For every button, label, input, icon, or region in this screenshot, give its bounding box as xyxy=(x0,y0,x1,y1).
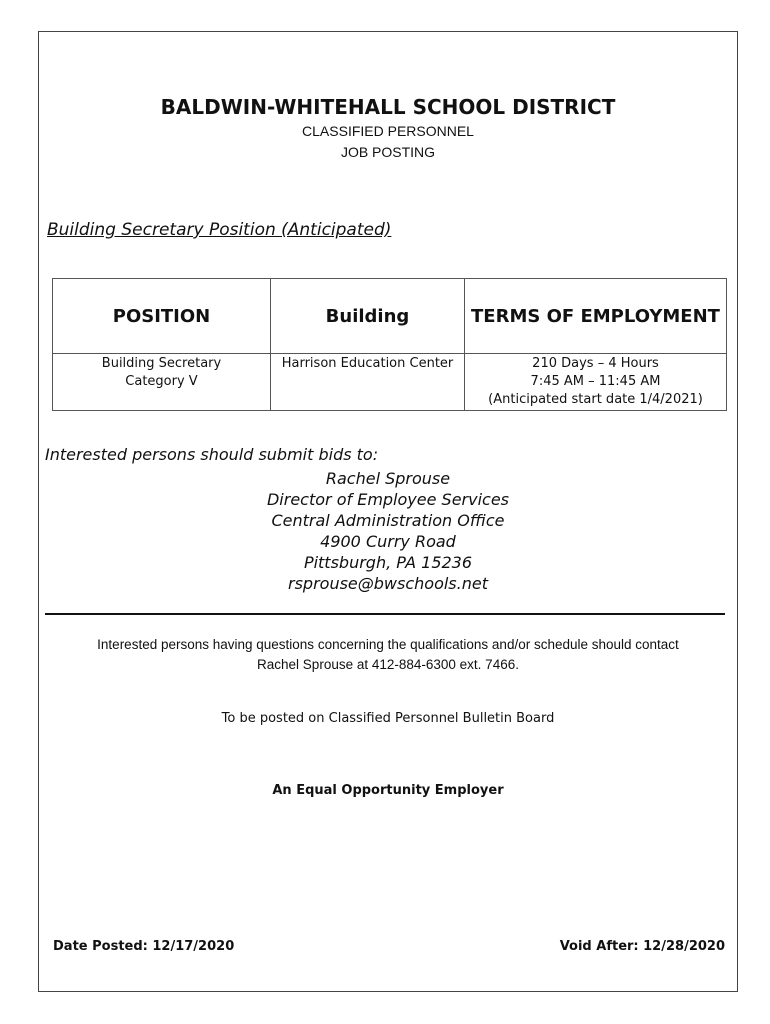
submit-intro: Interested persons should submit bids to: xyxy=(45,445,379,464)
terms-line: 210 Days – 4 Hours xyxy=(532,356,659,371)
terms-line: 7:45 AM – 11:45 AM xyxy=(530,374,661,389)
position-title: Building Secretary Position (Anticipated) xyxy=(47,220,392,240)
contact-city: Pittsburgh, PA 15236 xyxy=(303,553,473,572)
equal-opportunity-note: An Equal Opportunity Employer xyxy=(272,783,504,798)
header-terms: TERMS OF EMPLOYMENT xyxy=(465,279,727,354)
bulletin-note: To be posted on Classified Personnel Bulletin Board xyxy=(221,711,555,726)
document-page xyxy=(38,31,738,992)
contact-office: Central Administration Office xyxy=(271,511,505,530)
table-row xyxy=(53,354,727,411)
job-table xyxy=(52,278,727,411)
cell-building xyxy=(271,354,465,411)
cell-position xyxy=(53,354,271,411)
questions-line: Interested persons having questions concerning the qualifications and/or schedule should contact xyxy=(97,637,679,652)
header-building: Building xyxy=(271,279,465,354)
questions-note xyxy=(49,635,727,675)
contact-email[interactable]: rsprouse@bwschools.net xyxy=(288,574,488,593)
questions-line: Rachel Sprouse at 412-884-6300 ext. 7466. xyxy=(257,657,519,672)
cell-terms xyxy=(465,354,727,411)
classified-personnel-label: CLASSIFIED PERSONNEL xyxy=(302,123,474,139)
header-position: POSITION xyxy=(53,279,271,354)
terms-line: (Anticipated start date 1/4/2021) xyxy=(488,392,703,407)
table-header-row xyxy=(53,279,727,354)
void-after: Void After: 12/28/2020 xyxy=(559,939,725,954)
building-name: Harrison Education Center xyxy=(281,356,454,371)
date-posted: Date Posted: 12/17/2020 xyxy=(53,939,235,954)
job-posting-label: JOB POSTING xyxy=(340,144,436,160)
contact-name: Rachel Sprouse xyxy=(325,469,451,488)
contact-street: 4900 Curry Road xyxy=(320,532,456,551)
position-line: Building Secretary xyxy=(101,356,222,371)
divider-line xyxy=(45,613,725,615)
contact-title: Director of Employee Services xyxy=(266,490,509,509)
position-line: Category V xyxy=(125,374,198,389)
district-name: BALDWIN-WHITEHALL SCHOOL DISTRICT xyxy=(160,95,616,119)
